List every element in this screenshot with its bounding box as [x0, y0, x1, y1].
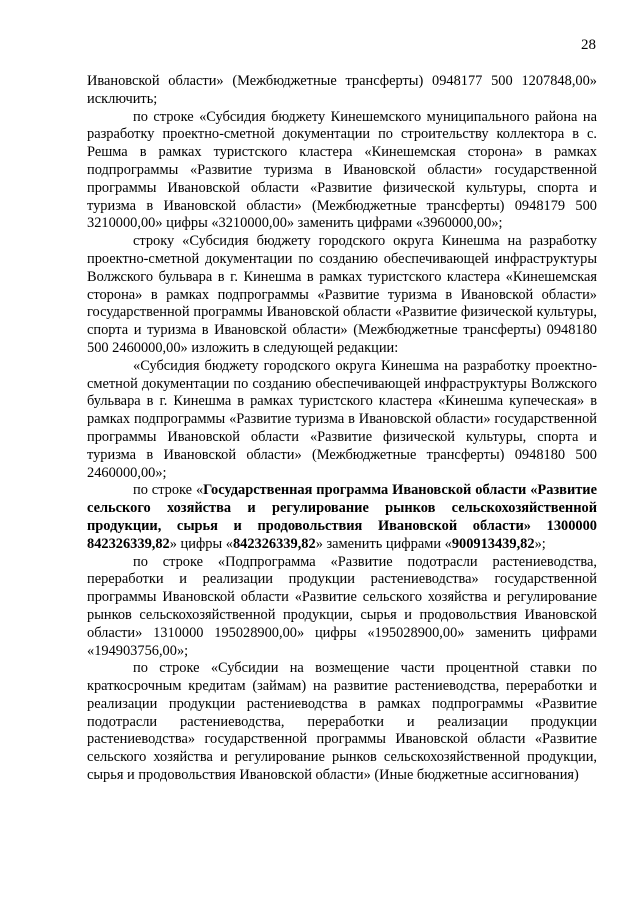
text-run: Ивановской области» (Межбюджетные трансферты) 0948177 500 1207848,00» исключить; — [87, 73, 597, 107]
text-run: » заменить цифрами « — [315, 535, 452, 552]
paragraph — [87, 482, 597, 553]
paragraph — [87, 73, 597, 109]
paragraph — [87, 660, 597, 785]
text-run: «Субсидия бюджету городского округа Кинешма на разработку проектно-сметной документации по созданию обеспечивающей инфраструктуры Волжского бульвара в г. Кинешма в рамках туристского кластера «Кинешма купеческая» в рамках подпрограммы «Развитие туризма в Ивановской области» государственной программы Ивановской области «Развитие физической культуры, спорта и туризма в Ивановской области» (Межбюджетные трансферты) 0948180 500 2460000,00»; — [87, 357, 597, 481]
paragraph — [87, 358, 597, 483]
text-run: по строке «Субсидия бюджету Кинешемского муниципального района на разработку проектно-сметной документации по строительству коллектора в с. Решма в рамках туристского кластера «Кинешемская сторона» в рамках подпрограммы «Развитие туризма в Ивановской области» государственной программы Ивановской области «Развитие физической культуры, спорта и туризма в Ивановской области» (Межбюджетные трансферты) 0948179 500 3210000,00» цифры «3210000,00» заменить цифрами «3960000,00»; — [87, 108, 597, 232]
text-run: по строке « — [133, 482, 204, 499]
text-run: строку «Субсидия бюджету городского округа Кинешма на разработку проектно-сметной документации по созданию обеспечивающей инфраструктуры Волжского бульвара в г. Кинешма в рамках туристского кластера «Кинешемская сторона» в рамках подпрограммы «Развитие туризма в Ивановской области» государственной программы Ивановской области «Развитие физической культуры, спорта и туризма в Ивановской области» (Межбюджетные трансферты) 0948180 500 2460000,00» изложить в следующей редакции: — [87, 233, 597, 356]
document-body — [87, 73, 597, 785]
bold-text-run: 842326339,82 — [232, 535, 316, 552]
paragraph — [87, 233, 597, 358]
bold-text-run: Государственная программа Ивановской области «Развитие сельского хозяйства и регулирование рынков сельскохозяйственной продукции, сырья и продовольствия Ивановской области» 1300000 842326339,82 — [87, 482, 597, 552]
text-run: по строке «Подпрограмма «Развитие подотрасли растениеводства, переработки и реализации продукции растениеводства» государственной программы Ивановской области «Развитие сельского хозяйства и регулирование рынков сельскохозяйственной продукции, сырья и продовольствия Ивановской области» 1310000 195028900,00» цифры «195028900,00» заменить цифрами «194903756,00»; — [87, 553, 597, 659]
text-run: » цифры « — [169, 535, 233, 552]
page-number: 28 — [581, 37, 596, 53]
paragraph — [87, 109, 597, 234]
text-run: »; — [534, 535, 546, 552]
paragraph — [87, 554, 597, 661]
text-run: по строке «Субсидии на возмещение части процентной ставки по краткосрочным кредитам (займам) на развитие растениеводства, переработки и реализации продукции растениеводства в рамках подпрограммы «Развитие подотрасли растениеводства, переработки и реализации продукции растениеводства» государственной программы Ивановской области «Развитие сельского хозяйства и регулирование рынков сельскохозяйственной продукции, сырья и продовольствия Ивановской области» (Иные бюджетные ассигнования) — [87, 660, 597, 784]
bold-text-run: 900913439,82 — [451, 535, 535, 552]
